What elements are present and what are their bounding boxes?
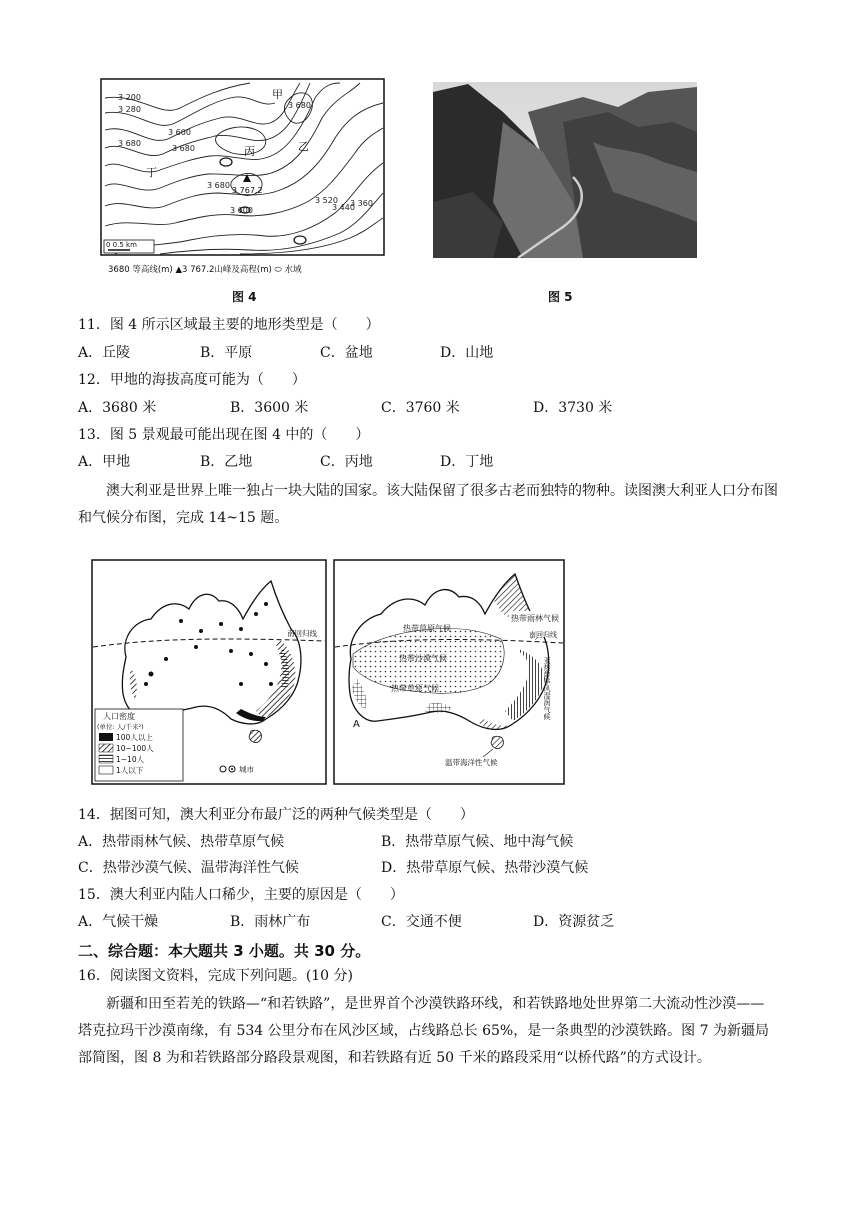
contour-label: 3 520 <box>315 196 338 205</box>
contour-label: 3 680 <box>172 144 195 153</box>
climate-tropic-label: 南回归线 <box>529 631 557 639</box>
question-11-stem: 11．图 4 所示区域最主要的地形类型是（ ） <box>78 317 380 333</box>
climate-label-subtropical: 亚热带季风湿润气候 <box>543 657 551 720</box>
question-13-option-c[interactable]: C．丙地 <box>320 454 373 470</box>
australia-intro-paragraph: 澳大利亚是世界上唯一独占一块大陆的国家。该大陆保留了很多古老而独特的物种。读图澳大利亚人口分布图和气候分布图，完成 14~15 题。 <box>78 483 778 526</box>
question-15-option-b[interactable]: B．雨林广布 <box>230 914 311 930</box>
contour-label: 3 440 <box>332 203 355 212</box>
question-11-option-a[interactable]: A．丘陵 <box>78 345 131 361</box>
question-12-option-b[interactable]: B．3600 米 <box>230 400 309 416</box>
city-legend-label: 城市 <box>239 765 254 774</box>
question-12-option-a[interactable]: A．3680 米 <box>78 400 157 416</box>
place-label-bing: 丙 <box>244 145 255 158</box>
question-14-option-c[interactable]: C．热带沙漠气候、温带海洋性气候 <box>78 860 299 876</box>
figure-4-contour-map <box>100 78 385 278</box>
figure-5-valley-photo <box>433 82 697 258</box>
question-16-stem: 16．阅读图文资料，完成下列问题。(10 分) <box>78 968 354 984</box>
place-label-ding: 丁 <box>146 166 157 179</box>
question-15-option-c[interactable]: C．交通不便 <box>381 914 462 930</box>
climate-label-rainforest <box>511 613 559 623</box>
contour-label: 3 680 <box>207 181 230 190</box>
population-legend-unit: (单位: 人/千米²) <box>97 723 144 731</box>
climate-label-savanna-north: 热带草原气候 <box>403 624 451 633</box>
figure-4-legend: 3680 等高线(m) ▲3 767.2山峰及高程(m) ⬭ 水域 <box>108 265 302 275</box>
contour-label: 3 600 <box>230 206 253 215</box>
population-legend-item: 1~10人 <box>116 755 145 764</box>
tropic-label: 南回归线 <box>287 629 317 638</box>
question-15-option-d[interactable]: D．资源贫乏 <box>533 914 615 930</box>
peak-elevation-label: 3 767.2 <box>232 186 263 195</box>
climate-label-rainforest-text: 热带雨林气候 <box>511 614 559 623</box>
australia-climate-map <box>333 559 565 785</box>
scale-bar: 0 0.5 km <box>106 241 137 249</box>
contour-label: 3 280 <box>118 105 141 114</box>
contour-label: 3 680 <box>118 139 141 148</box>
question-11-option-b[interactable]: B．平原 <box>200 345 253 361</box>
question-12-option-d[interactable]: D．3730 米 <box>533 400 613 416</box>
contour-label: 3 200 <box>118 93 141 102</box>
question-13-option-a[interactable]: A．甲地 <box>78 454 131 470</box>
climate-label-temperate: 温带海洋性气候 <box>445 758 498 767</box>
climate-label-savanna-south: 热带草原气候 <box>391 684 439 693</box>
population-legend-item: 1人以下 <box>116 766 144 775</box>
question-14-option-b[interactable]: B．热带草原气候、地中海气候 <box>381 834 574 850</box>
climate-label-a: A <box>353 719 360 730</box>
population-legend-title: 人口密度 <box>103 712 135 721</box>
figure-5-caption: 图 5 <box>548 290 573 304</box>
question-13-option-d[interactable]: D．丁地 <box>440 454 494 470</box>
place-label-jia: 甲 <box>272 88 283 101</box>
question-16-paragraph: 新疆和田至若羌的铁路—“和若铁路”，是世界首个沙漠铁路环线，和若铁路地处世界第二大流动性沙漠——塔克拉玛干沙漠南缘，有 534 公里分布在风沙区域，占线路总长 65%，是一条典型的沙漠铁路。图 7 为新疆局部简图，图 8 为和若铁路部分路段景观图，和若铁路有近 50 千米的路段采用“以桥代路”的方式设计。 <box>78 996 769 1066</box>
contour-label: 3 360 <box>350 199 373 208</box>
contour-label: 3 600 <box>168 128 191 137</box>
question-15-stem: 15．澳大利亚内陆人口稀少，主要的原因是（ ） <box>78 887 404 903</box>
question-11-option-c[interactable]: C．盆地 <box>320 345 373 361</box>
question-11-option-d[interactable]: D．山地 <box>440 345 494 361</box>
question-13-stem: 13．图 5 景观最可能出现在图 4 中的（ ） <box>78 427 370 443</box>
figure-4-caption: 图 4 <box>232 290 257 304</box>
question-14-option-a[interactable]: A．热带雨林气候、热带草原气候 <box>78 834 285 850</box>
climate-label-desert: 热带沙漠气候 <box>399 654 447 663</box>
population-legend-item: 100人以上 <box>116 733 153 742</box>
question-14-stem: 14．据图可知，澳大利亚分布最广泛的两种气候类型是（ ） <box>78 807 474 823</box>
australia-population-map <box>91 559 327 785</box>
place-label-yi: 乙 <box>298 140 309 153</box>
question-12-stem: 12．甲地的海拔高度可能为（ ） <box>78 372 306 388</box>
question-12-option-c[interactable]: C．3760 米 <box>381 400 460 416</box>
question-14-option-d[interactable]: D．热带草原气候、热带沙漠气候 <box>381 860 589 876</box>
section-2-heading: 二、综合题：本大题共 3 小题。共 30 分。 <box>78 942 371 960</box>
question-13-option-b[interactable]: B．乙地 <box>200 454 253 470</box>
question-15-option-a[interactable]: A．气候干燥 <box>78 914 159 930</box>
contour-label: 3 680 <box>288 101 311 110</box>
population-legend-item: 10~100人 <box>116 744 154 753</box>
